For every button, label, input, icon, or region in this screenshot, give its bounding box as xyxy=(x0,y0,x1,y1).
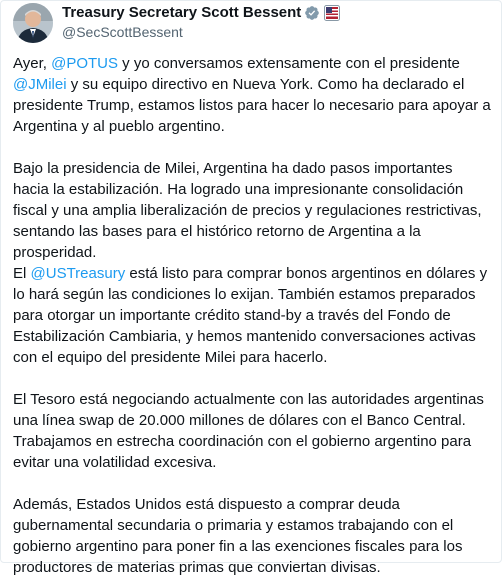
tweet-paragraph-4: El Tesoro está negociando actualmente con las autoridades argentinas una línea swap de 20.000 millones de dólares con el Banco Central. Trabajamos en estrecha coordinación con el gobierno argentino para evitar una volatilidad excesiva. xyxy=(13,391,484,471)
us-flag-icon xyxy=(324,5,340,21)
verified-badge-icon xyxy=(304,5,320,21)
text-segment: y su equipo directivo en Nueva York. Como ha declarado el presidente Trump, estamos listos para hacer lo necesario para apoyar a Argentina y al pueblo argentino. xyxy=(13,76,491,135)
tweet-paragraph-5: Además, Estados Unidos está dispuesto a comprar deuda gubernamental secundaria o primaria y estamos trabajando con el gobierno argentino para poner fin a las exenciones fiscales para los productores de materias primas que conviertan divisas. xyxy=(13,496,463,576)
tweet-paragraph-3 xyxy=(13,263,491,368)
mention-potus-link[interactable]: @POTUS xyxy=(51,55,118,72)
mention-ustreasury-link[interactable]: @USTreasury xyxy=(30,265,126,282)
text-segment: El xyxy=(13,265,31,282)
tweet-header xyxy=(13,1,501,47)
author-handle[interactable]: @SecScottBessent xyxy=(62,24,183,40)
text-segment: Ayer, xyxy=(13,55,52,72)
text-segment: y yo conversamos extensamente con el presidente xyxy=(118,55,460,72)
text-segment: está listo para comprar bonos argentinos en dólares y lo hará según las condiciones lo exijan. También estamos preparados para otorgar un importante crédito stand-by a través del Fondo de Estabilización Cambiaria, y hemos mantenido conversaciones activas con el equipo del presidente Milei para hacerlo. xyxy=(13,265,488,366)
tweet-paragraph-1 xyxy=(13,53,491,137)
author-block xyxy=(62,3,340,41)
author-display-name[interactable]: Treasury Secretary Scott Bessent xyxy=(62,4,302,21)
tweet-paragraph-2: Bajo la presidencia de Milei, Argentina ha dado pasos importantes hacia la estabilización. Ha logrado una impresionante consolidación fiscal y una amplia liberalización de precios y regulaciones restrictivas, sentando las bases para el histórico retorno de Argentina a la prosperidad. xyxy=(13,160,482,261)
paragraph-gap xyxy=(13,473,491,494)
mention-jmilei-link[interactable]: @JMilei xyxy=(13,76,67,93)
author-name-row xyxy=(62,4,340,22)
paragraph-gap xyxy=(13,368,491,389)
tweet-body xyxy=(13,47,501,578)
avatar[interactable] xyxy=(13,3,53,43)
paragraph-gap xyxy=(13,137,491,158)
